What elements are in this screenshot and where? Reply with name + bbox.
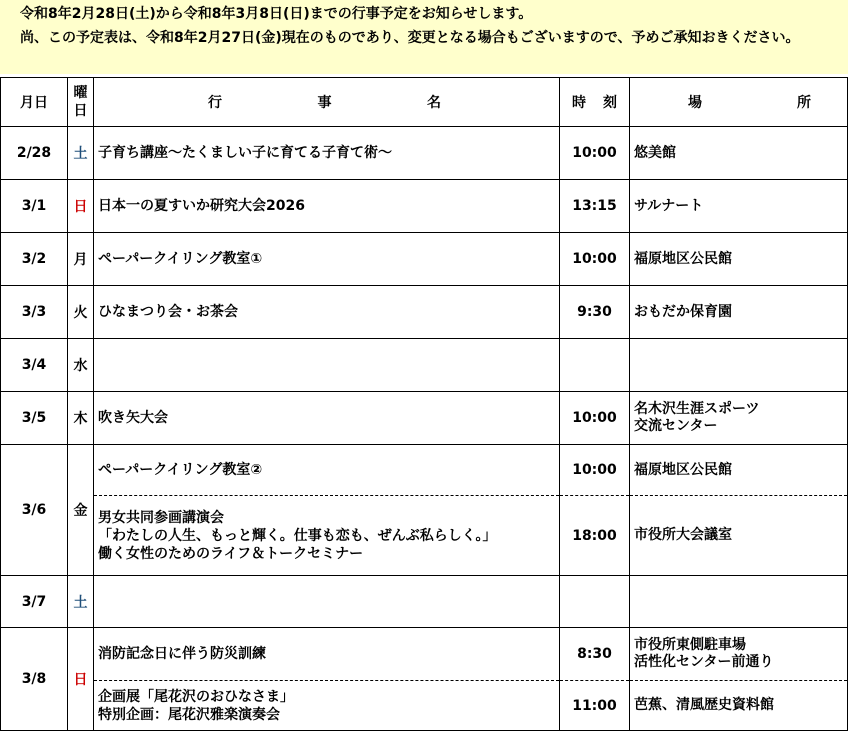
table-row xyxy=(1,496,848,576)
row-event: ペーパークイリング教室① xyxy=(94,233,560,286)
table-row xyxy=(1,576,848,628)
row-time: 10:00 xyxy=(560,233,630,286)
header-row xyxy=(1,78,848,127)
table-row xyxy=(1,392,848,445)
table-row xyxy=(1,681,848,731)
row-day: 土 xyxy=(68,576,94,628)
row-place xyxy=(630,392,848,445)
header-time-char: 時 xyxy=(572,95,586,111)
header-time-char: 刻 xyxy=(603,95,617,111)
row-place: サルナート xyxy=(630,180,848,233)
row-day: 日 xyxy=(68,180,94,233)
row-time: 13:15 xyxy=(560,180,630,233)
schedule-table xyxy=(0,77,848,731)
row-time: 9:30 xyxy=(560,286,630,339)
row-event: ひなまつり会・お茶会 xyxy=(94,286,560,339)
row-time: 18:00 xyxy=(560,496,630,576)
header-day xyxy=(68,78,94,127)
row-event-line: 特別企画：尾花沢雅楽演奏会 xyxy=(98,706,280,723)
row-place-line: 交流センター xyxy=(634,418,718,434)
notice-line-1: 令和8年2月28日(土)から令和8年3月8日(日)までの行事予定をお知らせします。 xyxy=(20,6,533,22)
row-event-line: 企画展「尾花沢のおひなさま」 xyxy=(98,688,294,705)
table-row xyxy=(1,445,848,496)
row-date: 3/1 xyxy=(1,180,68,233)
header-event-char: 事 xyxy=(317,95,332,111)
table-row xyxy=(1,233,848,286)
header-event xyxy=(94,78,560,127)
header-event-char: 名 xyxy=(427,95,441,111)
table-row xyxy=(1,286,848,339)
header-place-char: 所 xyxy=(797,95,811,111)
header-day-1: 曜 xyxy=(73,85,88,101)
row-time: 10:00 xyxy=(560,445,630,496)
row-event: 子育ち講座～たくましい子に育てる子育て術～ xyxy=(94,127,560,180)
row-place-line: 名木沢生涯スポーツ xyxy=(634,401,760,417)
header-event-char: 行 xyxy=(208,95,222,111)
row-date: 3/8 xyxy=(1,628,68,731)
row-day: 火 xyxy=(68,286,94,339)
row-place xyxy=(630,628,848,681)
row-time: 10:00 xyxy=(560,392,630,445)
notice-line-2: 尚、この予定表は、令和8年2月27日(金)現在のものであり、変更となる場合もございますので、予めご承知おきください。 xyxy=(20,30,800,46)
row-time xyxy=(560,339,630,392)
row-place: 芭蕉、清風歴史資料館 xyxy=(630,681,848,731)
row-event: ペーパークイリング教室② xyxy=(94,445,560,496)
row-day: 日 xyxy=(68,628,94,731)
row-place-line: 活性化センター前通り xyxy=(634,654,774,670)
row-place xyxy=(630,576,848,628)
row-event: 日本一の夏すいか研究大会2026 xyxy=(94,180,560,233)
row-date: 3/4 xyxy=(1,339,68,392)
row-event xyxy=(94,576,560,628)
row-date: 2/28 xyxy=(1,127,68,180)
header-place-char: 場 xyxy=(688,95,702,111)
row-date: 3/6 xyxy=(1,445,68,576)
row-place: 悠美館 xyxy=(630,127,848,180)
row-event: 消防記念日に伴う防災訓練 xyxy=(94,628,560,681)
row-date: 3/7 xyxy=(1,576,68,628)
row-time xyxy=(560,576,630,628)
row-day: 木 xyxy=(68,392,94,445)
row-time: 10:00 xyxy=(560,127,630,180)
row-event xyxy=(94,681,560,731)
row-place: 市役所大会議室 xyxy=(630,496,848,576)
row-place-line: 市役所東側駐車場 xyxy=(634,637,746,653)
table-row xyxy=(1,180,848,233)
row-event-line: 働く女性のためのライフ＆トークセミナー xyxy=(98,545,364,562)
row-day: 月 xyxy=(68,233,94,286)
row-day: 土 xyxy=(68,127,94,180)
row-time: 8:30 xyxy=(560,628,630,681)
row-day: 水 xyxy=(68,339,94,392)
row-date: 3/5 xyxy=(1,392,68,445)
header-time xyxy=(560,78,630,127)
row-place: 福原地区公民館 xyxy=(630,445,848,496)
header-date: 月日 xyxy=(1,78,68,127)
row-place: 福原地区公民館 xyxy=(630,233,848,286)
table-row xyxy=(1,628,848,681)
row-event: 吹き矢大会 xyxy=(94,392,560,445)
header-day-2: 日 xyxy=(73,103,88,119)
table-row xyxy=(1,339,848,392)
row-event xyxy=(94,496,560,576)
row-event-line: 「わたしの人生、もっと輝く。仕事も恋も、ぜんぶ私らしく。」 xyxy=(98,527,497,544)
row-date: 3/2 xyxy=(1,233,68,286)
row-place xyxy=(630,339,848,392)
row-day: 金 xyxy=(68,445,94,576)
row-time: 11:00 xyxy=(560,681,630,731)
row-event xyxy=(94,339,560,392)
row-date: 3/3 xyxy=(1,286,68,339)
table-row xyxy=(1,127,848,180)
header-place xyxy=(630,78,848,127)
row-event-line: 男女共同参画講演会 xyxy=(98,509,224,526)
row-place: おもだか保育園 xyxy=(630,286,848,339)
notice-banner xyxy=(0,0,848,74)
